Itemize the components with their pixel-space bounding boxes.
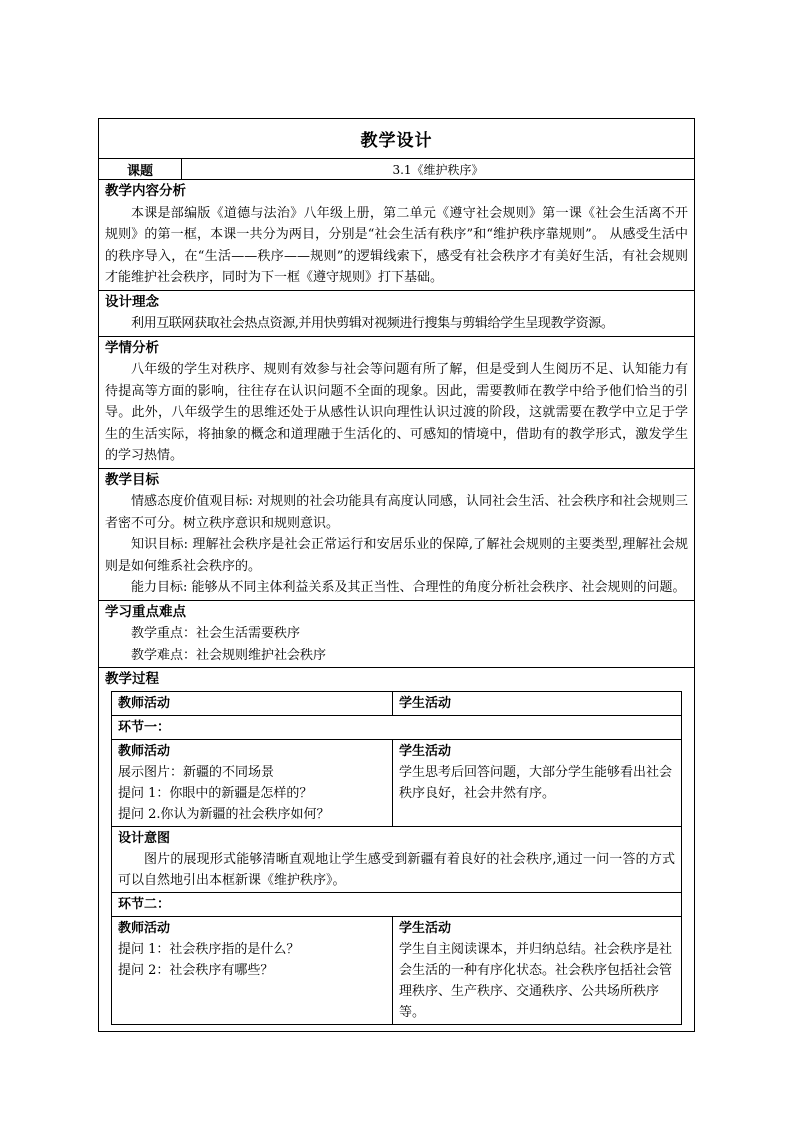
process-heading: 教学过程 <box>105 671 159 687</box>
objective-emotion: 情感态度价值观目标: 对规则的社会功能具有高度认同感，认同社会生活、社会秩序和社会规则三者密不可分。树立秩序意识和规则意识。 <box>105 494 688 531</box>
student-activity-header: 学生活动 <box>399 695 452 711</box>
content-analysis-text: 本课是部编版《道德与法治》八年级上册，第二单元《遵守社会规则》第一课《社会生活离不开规则》的第一框，本课一共分为两目，分别是“社会生活有秩序”和“维护秩序靠规则”。 从感受生活中的秩序导入，在“生活——秩序——规则”的逻辑线索下，感受有社会秩序才有美好生活，有社会规则才能维护社会秩序，同时为下一框《遵守规则》打下基础。 <box>105 205 688 285</box>
step1-teacher-line: 提问 1：你眼中的新疆是怎样的？ <box>118 785 313 801</box>
step2-label: 环节二： <box>118 896 171 912</box>
topic-label: 课题 <box>99 159 182 179</box>
lesson-plan-table <box>98 118 695 1032</box>
page-title: 教学设计 <box>360 131 433 151</box>
step2-activity-row <box>112 917 681 1024</box>
key-points-section <box>99 601 694 669</box>
key-points-heading: 学习重点难点 <box>105 603 186 620</box>
step1-intent-row <box>112 827 681 893</box>
topic-value: 3.1《维护秩序》 <box>392 162 484 177</box>
student-analysis-heading: 学情分析 <box>105 339 159 356</box>
step2-student-cell <box>393 917 681 1024</box>
step2-student-heading: 学生活动 <box>399 920 452 936</box>
step1-label: 环节一： <box>118 719 171 735</box>
step2-teacher-line: 提问 1：社会秩序指的是什么？ <box>118 941 300 957</box>
student-analysis-text: 八年级的学生对秩序、规则有效参与社会等问题有所了解，但是受到人生阅历不足、认知能力有待提高等方面的影响，往往存在认识问题不全面的现象。因此，需要教师在教学中给予他们恰当的引导。此外，八年级学生的思维还处于从感性认识向理性认识过渡的阶段，这就需要在教学中立足于学生的生活实际，将抽象的概念和道理融于生活化的、可感知的情境中，借助有的教学形式，激发学生的学习热情。 <box>105 362 688 463</box>
step1-teacher-cell <box>112 740 393 826</box>
step1-activity-row <box>112 740 681 827</box>
design-concept-section <box>99 291 694 337</box>
title-row <box>99 119 694 159</box>
step1-teacher-line: 展示图片：新疆的不同场景 <box>118 764 275 780</box>
step2-teacher-line: 提问 2：社会秩序有哪些？ <box>118 962 274 978</box>
objectives-heading: 教学目标 <box>105 471 159 488</box>
design-concept-text: 利用互联网获取社会热点资源,并用快剪辑对视频进行搜集与剪辑给学生呈现教学资源。 <box>131 316 614 331</box>
objective-ability: 能力目标: 能够从不同主体利益关系及其正当性、合理性的角度分析社会秩序、社会规则的问题。 <box>131 580 686 595</box>
step1-intent-heading: 设计意图 <box>118 830 171 846</box>
objective-knowledge: 知识目标: 理解社会秩序是社会正常运行和安居乐业的保障,了解社会规则的主要类型,理解社会规则是如何维系社会秩序的。 <box>105 537 688 574</box>
process-header-row <box>112 692 681 716</box>
key-point-difficulty: 教学难点：社会规则维护社会秩序 <box>131 647 327 663</box>
step1-label-row <box>112 716 681 740</box>
step1-student-text: 学生思考后回答问题，大部分学生能够看出社会秩序良好，社会井然有序。 <box>399 764 673 801</box>
step1-teacher-heading: 教师活动 <box>118 743 171 759</box>
step1-student-cell <box>393 740 681 826</box>
key-point-focus: 教学重点：社会生活需要秩序 <box>131 626 301 641</box>
step1-student-heading: 学生活动 <box>399 743 452 759</box>
step2-teacher-heading: 教师活动 <box>118 920 171 936</box>
step2-student-text: 学生自主阅读课本，并归纳总结。社会秩序是社会生活的一种有序化状态。社会秩序包括社会管理秩序、生产秩序、交通秩序、公共场所秩序等。 <box>399 941 673 1020</box>
content-analysis-heading: 教学内容分析 <box>105 183 186 199</box>
step1-intent-text: 图片的展现形式能够清晰直观地让学生感受到新疆有着良好的社会秩序,通过一问一答的方式可以自然地引出本框新课《维护秩序》。 <box>118 851 675 888</box>
step2-teacher-cell <box>112 917 393 1024</box>
teacher-activity-header: 教师活动 <box>112 692 393 715</box>
step1-teacher-line: 提问 2.你认为新疆的社会秩序如何？ <box>118 806 330 822</box>
design-concept-heading: 设计理念 <box>105 293 159 310</box>
process-section <box>99 668 694 1025</box>
topic-row <box>99 159 694 180</box>
objectives-section <box>99 469 694 601</box>
student-analysis-section <box>99 337 694 469</box>
step2-label-row <box>112 893 681 917</box>
step1-intent-cell <box>112 827 681 892</box>
content-analysis-section <box>99 180 694 291</box>
process-table <box>111 691 682 1025</box>
